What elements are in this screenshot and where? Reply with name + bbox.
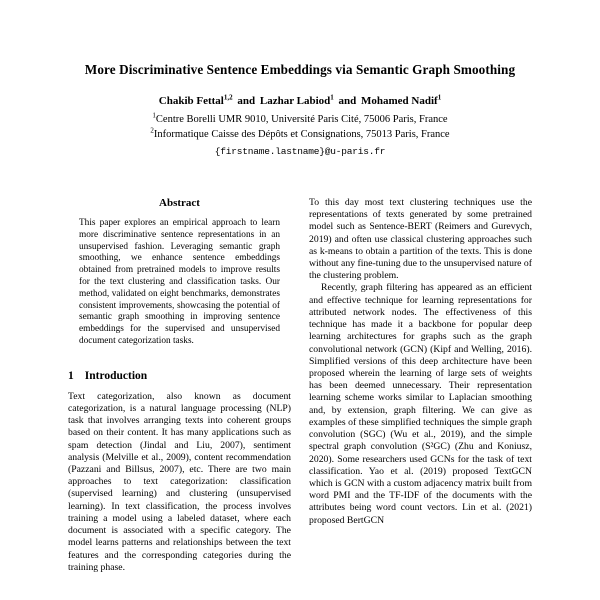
- section-number: 1: [68, 369, 74, 382]
- introduction-paragraph-1: Text categorization, also known as document categorization, is a natural language processing (NLP) task that involves arranging texts into coherent groups based on their content. It has many applications such as spam detection (Jindal and Liu, 2007), sentiment analysis (Melville et al., 2009), content recommendation (Pazzani and Billsus, 2007), etc. There are two main approaches to text categorization: classification (supervised learning) and clustering (unsupervised learning). In text classification, the process involves training a model using a labeled dataset, where each document is associated with a specific category. The model learns patterns and relationships between the text features and the corresponding categories during the training phase.: [68, 390, 291, 573]
- abstract-section: [68, 197, 291, 348]
- author-separator-1: and: [237, 94, 256, 107]
- affiliation-2: [68, 127, 532, 142]
- right-column-paragraph-1: To this day most text clustering techniques use the representations of texts generated by some pretrained model such as Sentence-BERT (Reimers and Gurevych, 2019) and often use classical clustering approaches such as k-means to obtain a partition of the texts. This is done without any fine-tuning due to the unsupervised nature of the clustering problem.: [309, 196, 532, 282]
- abstract-heading: Abstract: [159, 196, 200, 209]
- affiliations-block: [68, 112, 532, 142]
- affiliation-1: [68, 112, 532, 127]
- left-column: [68, 197, 291, 574]
- affiliation-1-text: Centre Borelli UMR 9010, Université Paris Cité, 75006 Paris, France: [155, 113, 448, 125]
- author-3-affiliation-marker: 1: [437, 92, 442, 101]
- author-3: [361, 92, 442, 107]
- author-separator-2: and: [338, 94, 357, 107]
- right-column-paragraph-2: Recently, graph filtering has appeared as an efficient and effective technique for learning representations for attributed network nodes. The effectiveness of this technique has made it a backbone for popular deep learning architectures for graphs such as the graph convolutional network (GCN) (Kipf and Welling, 2016). Simplified versions of this deep architecture have been proposed wherein the learning of large sets of weights has been deemed unnecessary. Their representation learning scheme works similar to Laplacian smoothing and, by extension, graph filtering. We can give as examples of these simplified techniques the simple graph convolution (SGC) (Wu et al., 2019), and the simple spectral graph convolution (S²GC) (Zhu and Koniusz, 2020). Some researchers used GCNs for the task of text classification. Yao et al. (2019) proposed TextGCN which is GCN with a custom adjacency matrix built from word PMI and the TF-IDF of the documents with the attributes being word count vectors. Lin et al. (2021) proposed BertGCN: [309, 282, 532, 526]
- contact-email: {firstname.lastname}@u-paris.fr: [214, 145, 386, 157]
- author-2-affiliation-marker: 1: [330, 92, 334, 101]
- author-1: [158, 92, 233, 107]
- section-title: Introduction: [84, 369, 148, 382]
- section-heading-introduction: [68, 370, 291, 382]
- author-2-name: Lazhar Labiod: [259, 94, 331, 107]
- affiliation-2-text: Informatique Caisse des Dépôts et Consignations, 75013 Paris, France: [153, 128, 450, 140]
- author-1-affiliation-marker: 1,2: [223, 92, 233, 101]
- two-column-body: [68, 197, 532, 574]
- affiliation-1-marker: 1: [152, 111, 156, 119]
- paper-title: More Discriminative Sentence Embeddings via Semantic Graph Smoothing: [84, 62, 516, 77]
- authors-line: [68, 92, 532, 107]
- right-column: [309, 197, 532, 527]
- abstract-text: This paper explores an empirical approach to learn more discriminative sentence representations in an unsupervised fashion. Leveraging semantic graph smoothing, we enhance sentence embeddings obtained from pretrained models to improve results for the text clustering and classification tasks. Our method, validated on eight benchmarks, demonstrates consistent improvements, showcasing the potential of semantic graph smoothing in improving sentence embeddings for the supervised and unsupervised document categorization tasks.: [79, 217, 280, 346]
- author-2: [259, 92, 334, 107]
- author-3-name: Mohamed Nadif: [361, 94, 438, 107]
- author-1-name: Chakib Fettal: [158, 94, 224, 107]
- affiliation-2-marker: 2: [150, 126, 154, 135]
